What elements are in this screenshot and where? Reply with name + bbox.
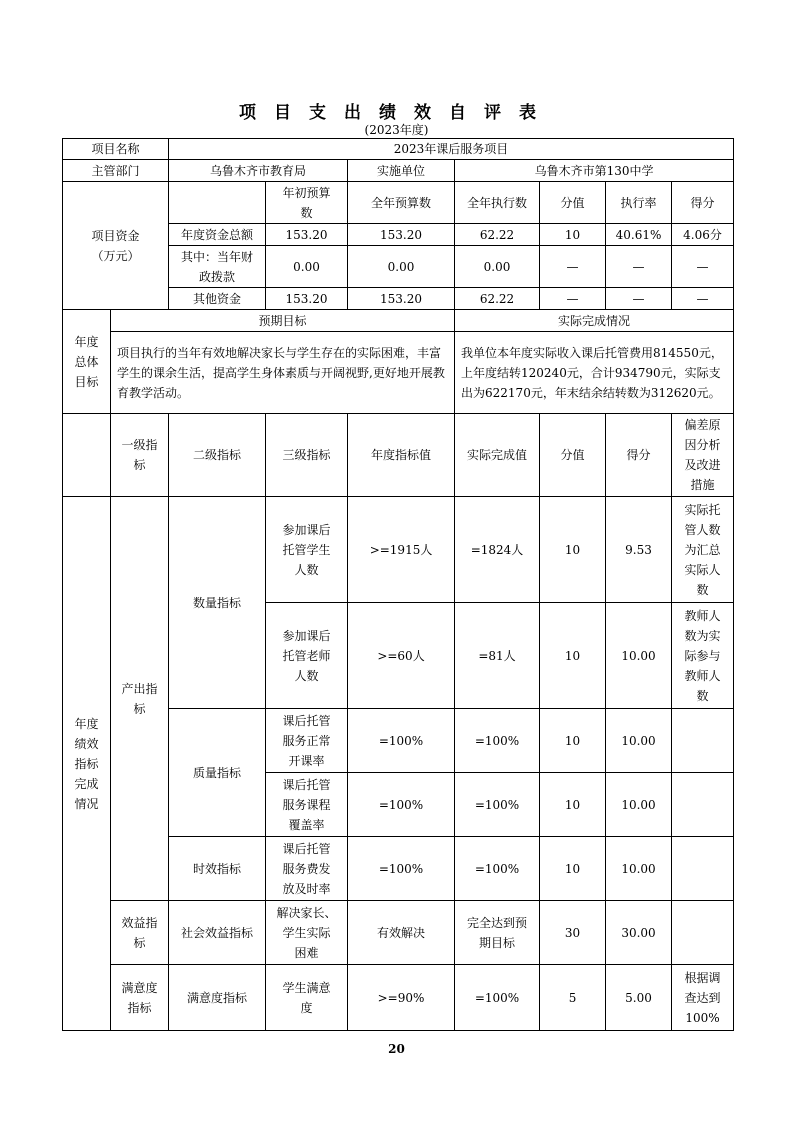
page-title: 项目支出绩效自评表	[239, 103, 554, 123]
funds-cell: 其他资金	[169, 288, 266, 310]
page-subtitle-year: (2023年度)	[364, 123, 429, 137]
funds-cell: 40.61%	[606, 224, 672, 246]
indicator-score-value: 10	[540, 709, 606, 773]
satisfaction-indicator-label: 满意度 指标	[111, 965, 169, 1031]
indicator-row	[63, 901, 734, 965]
funds-cell: 0.00	[455, 246, 540, 288]
goals-actual-text: 我单位本年度实际收入课后托管费用814550元，上年度结转120240元，合计934790元，实际支出为622170元，年末结余结转数为312620元。	[455, 332, 734, 414]
indicator-header-level1: 一级指 标	[111, 414, 169, 497]
indicator-note	[672, 901, 734, 965]
funds-cell: 153.20	[348, 288, 455, 310]
goals-expected-text: 项目执行的当年有效地解决家长与学生存在的实际困难，丰富学生的课余生活，提高学生身体素质与开阔视野,更好地开展教育教学活动。	[111, 332, 455, 414]
indicator-note: 根据调 查达到 100%	[672, 965, 734, 1031]
indicator-name: 课后托管 服务费发 放及时率	[266, 837, 348, 901]
funds-cell: —	[606, 288, 672, 310]
funds-cell: 年度资金总额	[169, 224, 266, 246]
funds-cell: 0.00	[266, 246, 348, 288]
timeliness-indicator-label: 时效指标	[169, 837, 266, 901]
indicator-note	[672, 709, 734, 773]
funds-cell: 153.20	[348, 224, 455, 246]
funds-cell: 0.00	[348, 246, 455, 288]
funds-cell: 其中：当年财 政拨款	[169, 246, 266, 288]
indicator-actual: =100%	[455, 965, 540, 1031]
indicator-name: 课后托管 服务课程 覆盖率	[266, 773, 348, 837]
indicator-target: =100%	[348, 773, 455, 837]
funds-cell: —	[540, 288, 606, 310]
funds-cell: 153.20	[266, 288, 348, 310]
impl-value: 乌鲁木齐市第130中学	[455, 160, 734, 182]
page-number: 20	[388, 1042, 405, 1056]
indicator-header-level3: 三级指标	[266, 414, 348, 497]
indicator-header-deviation: 偏差原 因分析 及改进 措施	[672, 414, 734, 497]
indicator-header-target: 年度指标值	[348, 414, 455, 497]
indicator-actual: =1824人	[455, 497, 540, 603]
indicator-name: 课后托管 服务正常 开课率	[266, 709, 348, 773]
goals-expected-header: 预期目标	[111, 310, 455, 332]
indicator-name: 学生满意 度	[266, 965, 348, 1031]
funds-header-executed: 全年执行数	[455, 182, 540, 224]
indicator-name: 参加课后 托管学生 人数	[266, 497, 348, 603]
indicator-name: 参加课后 托管老师 人数	[266, 603, 348, 709]
indicator-header-score-value: 分值	[540, 414, 606, 497]
funds-header-blank	[169, 182, 266, 224]
funds-cell: 10	[540, 224, 606, 246]
indicator-score: 30.00	[606, 901, 672, 965]
indicator-note	[672, 773, 734, 837]
indicator-row	[63, 497, 734, 603]
indicator-score-value: 10	[540, 497, 606, 603]
funds-label: 项目资金 （万元）	[63, 182, 169, 310]
funds-cell: 4.06分	[672, 224, 734, 246]
indicator-actual: =81人	[455, 603, 540, 709]
funds-cell: —	[672, 246, 734, 288]
indicator-score: 10.00	[606, 709, 672, 773]
funds-header-rate: 执行率	[606, 182, 672, 224]
indicator-actual: =100%	[455, 773, 540, 837]
indicator-header-score: 得分	[606, 414, 672, 497]
indicator-target: =100%	[348, 709, 455, 773]
funds-cell: —	[606, 246, 672, 288]
indicator-header-blank	[63, 414, 111, 497]
indicator-score: 10.00	[606, 773, 672, 837]
indicator-target: =100%	[348, 837, 455, 901]
indicator-score: 5.00	[606, 965, 672, 1031]
impl-label: 实施单位	[348, 160, 455, 182]
funds-header-score: 得分	[672, 182, 734, 224]
dept-value: 乌鲁木齐市教育局	[169, 160, 348, 182]
indicator-name: 解决家长、 学生实际 困难	[266, 901, 348, 965]
indicator-actual: 完全达到预 期目标	[455, 901, 540, 965]
satisfaction-subindicator-label: 满意度指标	[169, 965, 266, 1031]
funds-cell: 153.20	[266, 224, 348, 246]
goals-label: 年度 总体 目标	[63, 310, 111, 414]
indicator-note	[672, 837, 734, 901]
indicator-note: 教师人 数为实 际参与 教师人 数	[672, 603, 734, 709]
funds-header-annual-budget: 全年预算数	[348, 182, 455, 224]
social-benefit-label: 社会效益指标	[169, 901, 266, 965]
indicator-header-actual: 实际完成值	[455, 414, 540, 497]
output-indicator-label: 产出指 标	[111, 497, 169, 901]
indicator-score-value: 10	[540, 603, 606, 709]
indicator-score-value: 10	[540, 773, 606, 837]
indicator-score: 10.00	[606, 603, 672, 709]
dept-label: 主管部门	[63, 160, 169, 182]
indicator-note: 实际托 管人数 为汇总 实际人 数	[672, 497, 734, 603]
performance-table	[62, 138, 734, 1031]
indicator-target: >=60人	[348, 603, 455, 709]
indicator-actual: =100%	[455, 837, 540, 901]
funds-cell: —	[540, 246, 606, 288]
indicator-target: >=90%	[348, 965, 455, 1031]
indicator-target: 有效解决	[348, 901, 455, 965]
indicator-actual: =100%	[455, 709, 540, 773]
project-name-value: 2023年课后服务项目	[169, 139, 734, 160]
quality-indicator-label: 质量指标	[169, 709, 266, 837]
indicator-section-label: 年度 绩效 指标 完成 情况	[63, 497, 111, 1031]
funds-cell: 62.22	[455, 288, 540, 310]
indicator-row	[63, 965, 734, 1031]
funds-header-score-value: 分值	[540, 182, 606, 224]
quantity-indicator-label: 数量指标	[169, 497, 266, 709]
indicator-score: 10.00	[606, 837, 672, 901]
indicator-target: >=1915人	[348, 497, 455, 603]
indicator-header-level2: 二级指标	[169, 414, 266, 497]
indicator-score-value: 5	[540, 965, 606, 1031]
indicator-score-value: 30	[540, 901, 606, 965]
funds-header-initial-budget: 年初预算 数	[266, 182, 348, 224]
benefit-indicator-label: 效益指 标	[111, 901, 169, 965]
funds-cell: 62.22	[455, 224, 540, 246]
funds-cell: —	[672, 288, 734, 310]
project-name-label: 项目名称	[63, 139, 169, 160]
indicator-score: 9.53	[606, 497, 672, 603]
goals-actual-header: 实际完成情况	[455, 310, 734, 332]
indicator-score-value: 10	[540, 837, 606, 901]
